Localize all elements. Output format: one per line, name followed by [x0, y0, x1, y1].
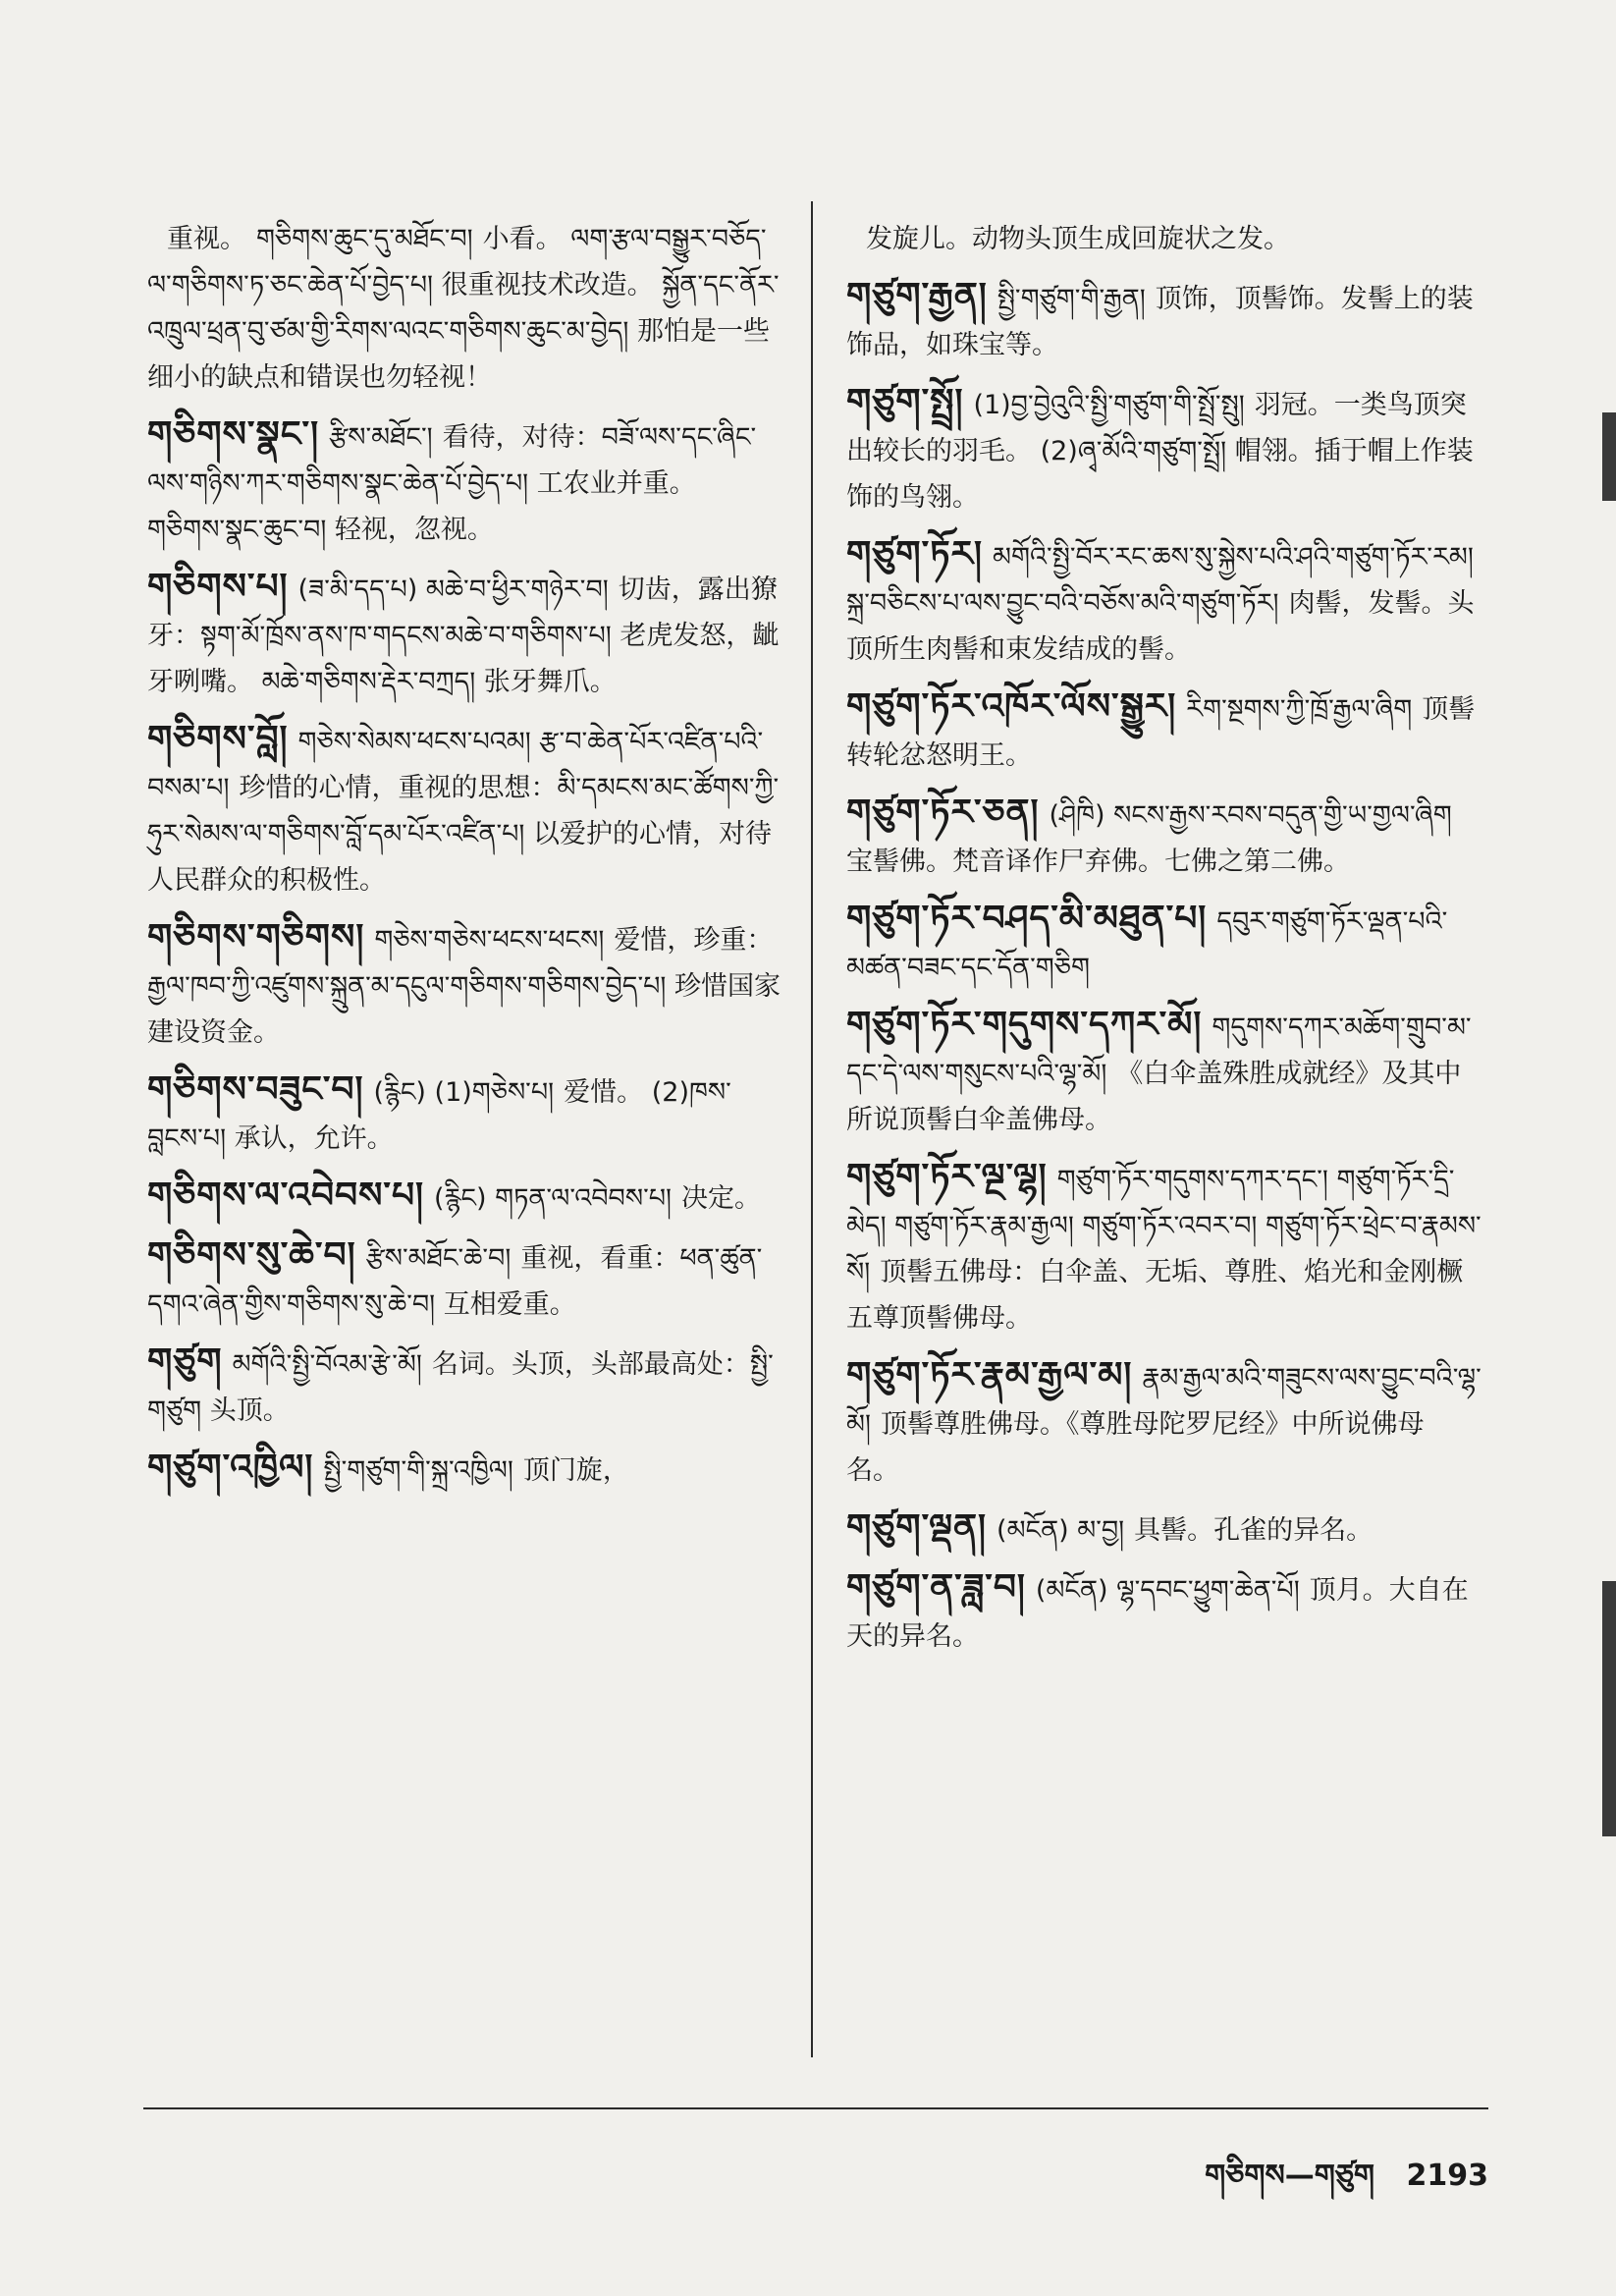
entry-tibetan-definition: སྤྱི་གཙུག་གི་རྒྱན།	[997, 284, 1146, 314]
entry-chinese-definition: 顶髻五佛母：白伞盖、无垢、尊胜、焰光和金刚橛五尊顶髻佛母。	[846, 1257, 1464, 1334]
dictionary-entry	[147, 1339, 781, 1434]
entry-chinese-definition: 羽冠。一类鸟顶突出较长的羽毛。 (2)ཞྭ་མོའི་གཙུག་སྤྲོ། 帽翎。插于帽上作装饰的鸟翎。	[846, 390, 1474, 513]
dictionary-entry	[147, 717, 781, 903]
entry-chinese-definition: 看待，对待：བཟོ་ལས་དང་ཞིང་ལས་གཉིས་ཀར་གཅིགས་སྣང་ཆེན་པོ་བྱེད་པ། 工农业并重。 གཅིགས་སྣང་ཆུང་བ། 轻视，忽视。	[147, 422, 757, 545]
entry-chinese-definition: 爱惜，珍重：རྒྱལ་ཁབ་ཀྱི་འཛུགས་སྐྲུན་མ་དངུལ་གཅིགས་གཅིགས་བྱེད་པ། 珍惜国家建设资金。	[147, 925, 781, 1048]
entry-chinese-definition: 发旋儿。动物头顶生成回旋状之发。	[866, 224, 1290, 254]
edge-mark	[1602, 1581, 1616, 1836]
entry-headword: གཙུག་ཏོར་བཤད་མི་མཐུན་པ།	[846, 899, 1208, 939]
entry-chinese-definition: 《白伞盖殊胜成就经》及其中所说顶髻白伞盖佛母。	[846, 1059, 1462, 1135]
entry-headword: གཅིགས་པ།	[147, 567, 289, 607]
entry-chinese-definition: 名词。头顶，头部最高处：སྤྱི་གཙུག 头顶。	[147, 1349, 774, 1426]
entry-chinese-definition: 重视，看重：ཕན་ཚུན་དགའ་ཞེན་གྱིས་གཅིགས་སུ་ཆེ་བ། 互相爱重。	[147, 1243, 763, 1320]
entry-tibetan-definition: རྣམ་རྒྱལ་མའི་གཟུངས་ལས་བྱུང་བའི་ལྷ་མོ།	[846, 1363, 1481, 1440]
entry-headword: གཙུག་ཏོར་རྣམ་རྒྱལ་མ།	[846, 1355, 1133, 1395]
entry-tibetan-definition: (ཤིཁི) སངས་རྒྱས་རབས་བདུན་གྱི་ཡ་གྱལ་ཞིག	[1049, 800, 1452, 831]
dictionary-entry	[846, 791, 1486, 885]
dictionary-entry	[846, 1565, 1486, 1660]
dictionary-entry	[846, 532, 1486, 673]
dictionary-entry	[846, 274, 1486, 368]
entry-chinese-definition: 顶饰，顶髻饰。发髻上的装饰品，如珠宝等。	[846, 284, 1474, 360]
entry-tibetan-definition: (ཟ་མི་དད་པ) མཆེ་བ་ཕྱིར་གཉེར་བ།	[297, 574, 609, 605]
entry-tibetan-definition: རིག་སྔགས་ཀྱི་ཁྲོ་རྒྱལ་ཞིག	[1186, 694, 1413, 725]
entry-tibetan-definition: གཅེས་སེམས་ཕངས་པའམ། རྩ་བ་ཆེན་པོར་འཛིན་པའི་བསམ་པ།	[147, 727, 764, 803]
entry-headword: གཙུག་ཏོར་འཁོར་ལོས་སྒྱུར།	[846, 686, 1177, 727]
dictionary-entry	[846, 1003, 1486, 1143]
entry-chinese-definition: 决定。	[681, 1183, 762, 1214]
dictionary-entry	[846, 684, 1486, 779]
entry-tibetan-definition: (རྙིང) གཏན་ལ་འབེབས་པ།	[434, 1183, 673, 1214]
entry-headword: གཅིགས་ལ་འབེབས་པ།	[147, 1175, 425, 1216]
entry-headword: གཅིགས་སུ་ཆེ་བ།	[147, 1235, 356, 1276]
entry-chinese-definition: 宝髻佛。梵音译作尸弃佛。七佛之第二佛。	[846, 847, 1350, 877]
entry-headword: གཙུག་འཁྱིལ།	[147, 1448, 314, 1488]
entry-tibetan-definition: གཅེས་གཅེས་ཕངས་ཕངས།	[374, 925, 605, 956]
footer-rule	[143, 2107, 1488, 2109]
entry-headword: གཙུག་ཏོར་གདུགས་དཀར་མོ།	[846, 1005, 1203, 1045]
entry-tibetan-definition: (མངོན) ལྷ་དབང་ཕྱུག་ཆེན་པོ།	[1035, 1575, 1300, 1606]
footer-range: གཅིགས—གཙུག	[1205, 2159, 1375, 2193]
dictionary-entry	[147, 565, 781, 705]
entry-headword: གཅིགས་གཅིགས།	[147, 917, 365, 957]
entry-headword: གཙུག་ལྡན།	[846, 1507, 988, 1548]
page-footer	[1183, 2143, 1488, 2225]
entry-headword: གཙུག་ཏོར་ཅན།	[846, 793, 1040, 833]
entry-chinese-definition: 顶髻尊胜佛母。《尊胜母陀罗尼经》中所说佛母名。	[846, 1409, 1425, 1486]
dictionary-entry	[147, 214, 781, 401]
entry-headword: གཙུག་ཏོར་ལྔ་ལྷ།	[846, 1157, 1048, 1197]
entry-tibetan-definition: རྩིས་མཐོང་ཆེ་བ།	[365, 1243, 512, 1274]
dictionary-entry	[846, 380, 1486, 520]
dictionary-entry	[846, 897, 1486, 991]
entry-headword: གཙུག་ཏོར།	[846, 534, 984, 574]
entry-chinese-definition: 具髻。孔雀的异名。	[1134, 1515, 1374, 1546]
entry-headword: གཙུག་ན་ཟླ་བ།	[846, 1567, 1026, 1608]
dictionary-entry	[147, 915, 781, 1056]
entry-chinese-definition: 珍惜的心情，重视的思想：མི་དམངས་མང་ཚོགས་ཀྱི་ཧུར་སེམས་ལ་གཅིགས་བློ་དམ་པོར་འཛིན་པ། 以爱护的心情，对待人民群众的积极性。	[147, 773, 780, 896]
dictionary-entry	[147, 1446, 781, 1494]
entry-headword: གཅིགས་སྣང་།	[147, 414, 320, 455]
entry-tibetan-definition: སྤྱི་གཙུག་གི་སྐྲ་འཁྱིལ།	[323, 1455, 513, 1486]
dictionary-entry	[846, 1505, 1486, 1554]
dictionary-entry	[846, 1155, 1486, 1341]
entry-headword: གཙུག་སྤྲོ།	[846, 382, 964, 422]
entry-chinese-definition: 切齿，露出獠牙：སྟག་མོ་ཁྲོས་ནས་ཁ་གདངས་མཆེ་བ་གཅིགས་པ། 老虎发怒，龇牙咧嘴。 མཆེ་གཅིགས་རྡེར་བཀྲད། 张牙舞爪。	[147, 574, 780, 697]
entry-headword: གཅིགས་བཟུང་བ།	[147, 1069, 364, 1110]
entry-tibetan-definition: མགོའི་སྤྱི་བོར་རང་ཆས་སུ་སྐྱེས་པའི་ཤའི་གཙུག་ཏོར་རམ། སྐྲ་བཅིངས་པ་ལས་བྱུང་བའི་བཅོས་མའི་གཙུག་ཏོར།	[846, 542, 1474, 619]
dictionary-entry	[846, 1353, 1486, 1494]
page-number: 2193	[1406, 2159, 1488, 2193]
dictionary-entry	[147, 1174, 781, 1222]
dictionary-entry	[147, 1067, 781, 1162]
dictionary-entry	[846, 214, 1486, 262]
dictionary-entry	[147, 1233, 781, 1328]
dictionary-entry	[147, 412, 781, 553]
entry-headword: གཅིགས་བློ།	[147, 719, 289, 759]
entry-chinese-definition: 顶髻转轮忿怒明王。	[846, 694, 1476, 771]
entry-headword: གཙུག	[147, 1341, 223, 1382]
entry-headword: གཙུག་རྒྱན།	[846, 276, 988, 316]
column-divider	[811, 201, 813, 2057]
entry-chinese-example: 小看。 ལག་རྩལ་བསྒྱུར་བཅོད་ལ་གཅིགས་ཏ་ཅང་ཆེན་པོ་བྱེད་པ། 很重视技术改造。 སྐྱོན་དང་ནོར་འཁྲུལ་ཕྲན་བུ་ཙམ་གྱི་རིགས་ལའང་གཅིགས་ཆུང་མ་བྱེད། 那怕是一些细小的缺点和错误也勿轻视！	[147, 224, 780, 393]
right-column	[846, 214, 1486, 1671]
entry-tibetan-definition: གཙུག་ཏོར་གདུགས་དཀར་དང་། གཙུག་ཏོར་དྲི་མེད། གཙུག་ཏོར་རྣམ་རྒྱལ། གཙུག་ཏོར་འབར་བ། གཙུག་ཏོར་ཕྲེང་བ་རྣམས་སོ།	[846, 1165, 1481, 1287]
entry-chinese-definition: 顶月。大自在天的异名。	[846, 1575, 1469, 1652]
entry-tibetan-definition: (མངོན) མ་བྱ།	[997, 1515, 1125, 1546]
entry-chinese-definition: 肉髻，发髻。头顶所生肉髻和束发结成的髻。	[846, 588, 1475, 665]
entry-tibetan-definition: གདུགས་དཀར་མཆོག་གྲུབ་མ་དང་དེ་ལས་གསུངས་པའི་ལྷ་མོ།	[846, 1012, 1472, 1089]
entry-tibetan-example: གཅིགས་ཆུང་དུ་མཐོང་བ།	[256, 224, 473, 254]
entry-tibetan-definition: མགོའི་སྤྱི་བོའམ་རྩེ་མོ།	[232, 1349, 422, 1380]
entry-tibetan-definition: (1)བྱ་བྱེའུའི་སྤྱི་གཙུག་གི་སྤྲོ་སྤུ།	[973, 390, 1245, 420]
entry-tibetan-definition: རྩིས་མཐོང་།	[329, 422, 433, 453]
left-column	[147, 214, 781, 1505]
entry-tibetan-definition: དབུར་གཙུག་ཏོར་ལྡན་པའི་མཚན་བཟང་དང་དོན་གཅིག	[846, 906, 1448, 983]
entry-chinese-definition: 重视。	[167, 224, 246, 254]
entry-chinese-definition: 爱惜。 (2)ཁས་བླངས་པ། 承认，允许。	[147, 1077, 731, 1154]
entry-chinese-definition: 顶门旋，	[522, 1455, 629, 1486]
edge-mark	[1602, 412, 1616, 501]
entry-tibetan-definition: (རྙིང) (1)གཅེས་པ།	[373, 1077, 555, 1108]
